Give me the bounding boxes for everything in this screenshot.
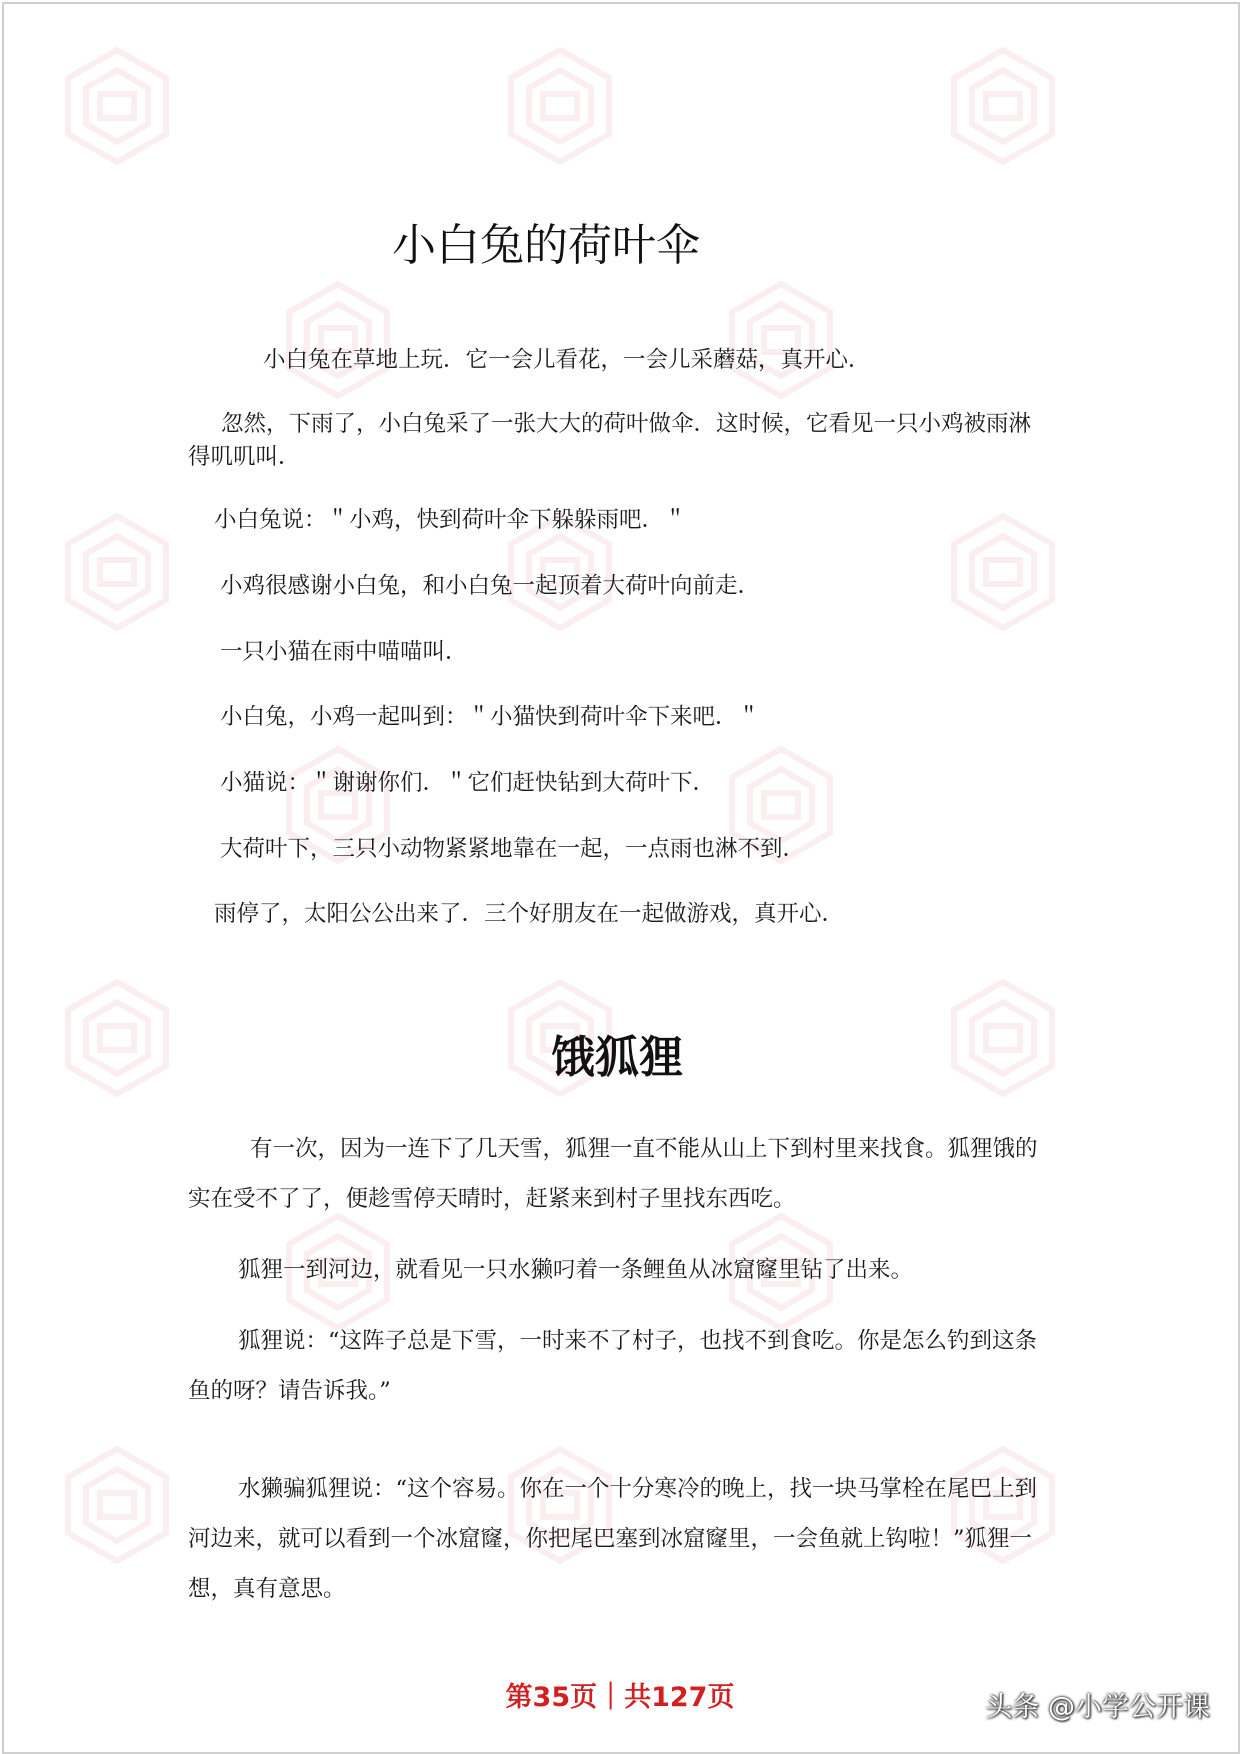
paragraph: 小鸡很感谢小白兔，和小白兔一起顶着大荷叶向前走．: [220, 573, 761, 599]
paragraph: 有一次，因为一连下了几天雪，狐狸一直不能从山上下到村里来找食。狐狸饿的实在受不了了，便趁雪停天晴时，赶紧来到村子里找东西吃。: [188, 1136, 1038, 1212]
paragraph: 一只小猫在雨中喵喵叫．: [220, 639, 468, 665]
page-indicator: 第35页｜共127页: [505, 1682, 735, 1713]
paragraph: 小白兔，小鸡一起叫到：＂小猫快到荷叶伞下来吧．＂: [220, 704, 761, 730]
story-title-rabbit: 小白兔的荷叶伞: [392, 220, 700, 271]
paragraph: 小白兔说：＂小鸡，快到荷叶伞下躲躲雨吧．＂: [214, 507, 687, 533]
paragraph: 狐狸说：“这阵子总是下雪，一时来不了村子，也找不到食吃。你是怎么钓到这条鱼的呀？请告诉我。”: [188, 1328, 1038, 1404]
source-watermark-text: 头条 @小学公开课: [985, 1692, 1210, 1723]
paragraph: 小白兔在草地上玩．它一会儿看花，一会儿采蘑菇，真开心．: [263, 347, 871, 373]
paragraph: 小猫说：＂谢谢你们．＂它们赶快钻到大荷叶下．: [220, 770, 716, 796]
paragraph: 水獭骗狐狸说：“这个容易。你在一个十分寒冷的晚上，找一块马掌栓在尾巴上到河边来，就可以看到一个冰窟窿，你把尾巴塞到冰窟窿里，一会鱼就上钩啦！”狐狸一想，真有意思。: [188, 1476, 1038, 1602]
paragraph: 雨停了，太阳公公出来了．三个好朋友在一起做游戏，真开心．: [214, 901, 845, 927]
paragraph: 狐狸一到河边，就看见一只水獭叼着一条鲤鱼从冰窟窿里钻了出来。: [238, 1257, 914, 1283]
paragraph: 大荷叶下，三只小动物紧紧地靠在一起，一点雨也淋不到．: [220, 836, 806, 862]
paragraph: 忽然，下雨了，小白兔采了一张大大的荷叶做伞．这时候，它看见一只小鸡被雨淋得叽叽叫．: [188, 411, 1032, 470]
story-title-fox: 饿狐狸: [551, 1032, 683, 1083]
